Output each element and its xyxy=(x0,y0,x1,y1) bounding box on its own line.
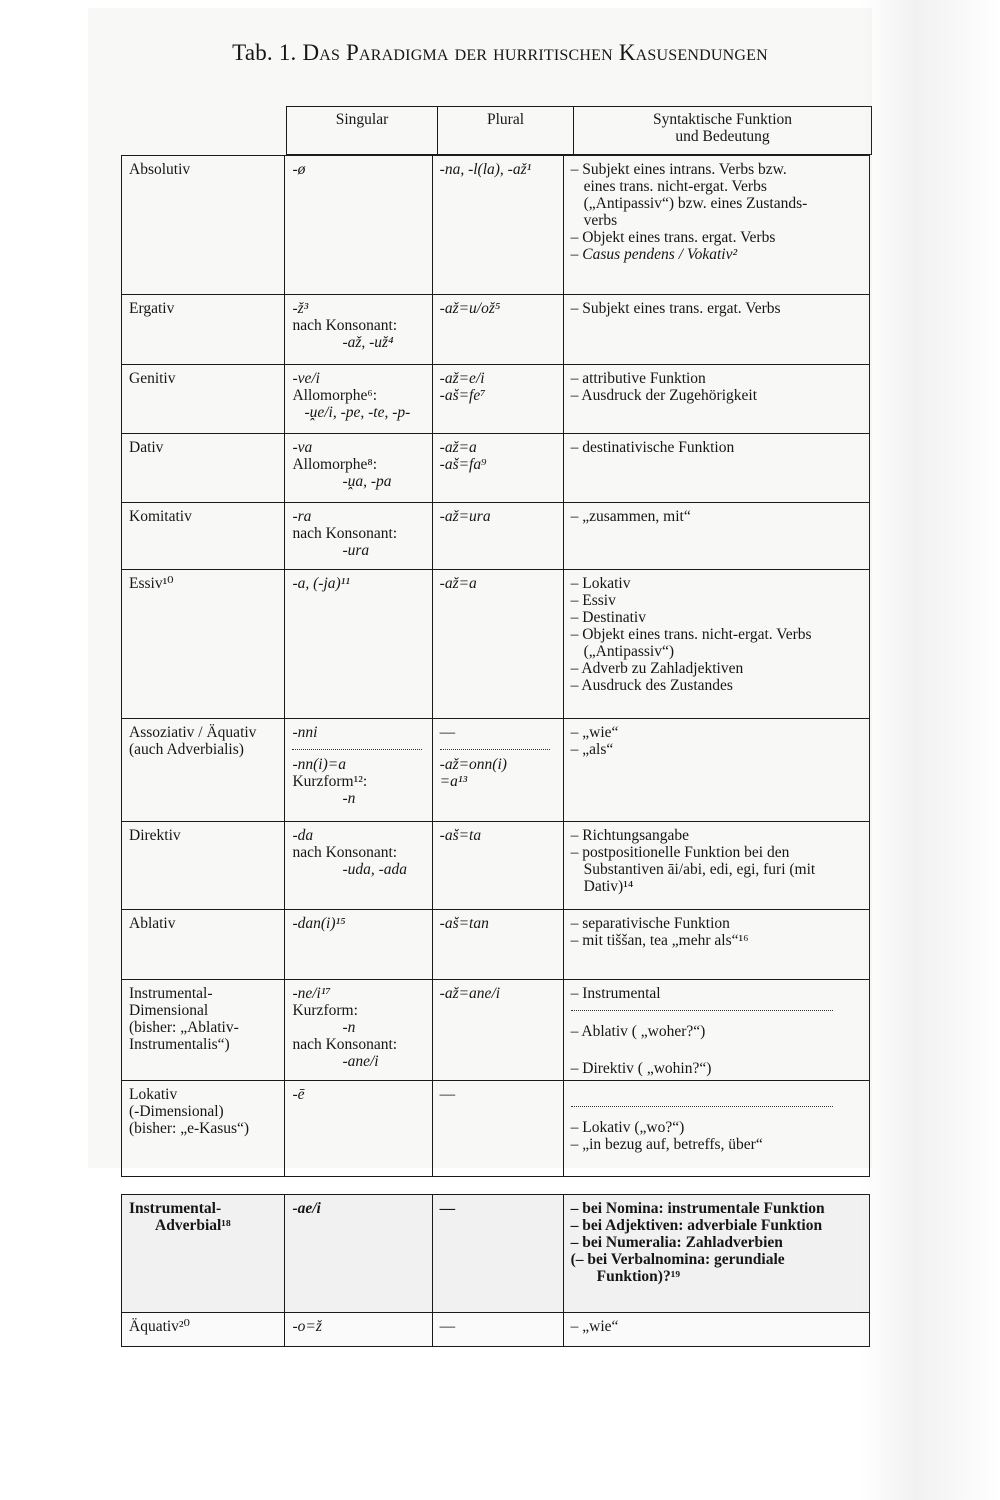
plural-ending: -až=a xyxy=(439,575,477,592)
plural-ending: -aš=fe⁷ xyxy=(439,387,486,404)
header-singular: Singular xyxy=(287,107,438,155)
singular-cell xyxy=(285,365,432,434)
singular-note: nach Konsonant: xyxy=(292,844,398,861)
case-name: (bisher: „Ablativ- xyxy=(129,1019,239,1036)
table-row xyxy=(122,365,870,434)
function-line: – bei Nomina: instrumentale Funktion xyxy=(570,1200,825,1217)
function-cell xyxy=(563,822,869,910)
plural-cell xyxy=(432,1081,563,1177)
singular-note: Kurzform¹²: xyxy=(292,773,368,790)
singular-note: nach Konsonant: xyxy=(292,525,398,542)
header-function-line: Syntaktische Funktion xyxy=(652,111,793,128)
table-title-prefix: Tab. 1. xyxy=(232,40,303,65)
table-title xyxy=(0,40,1000,66)
table-row xyxy=(122,822,870,910)
case-cell xyxy=(122,910,285,980)
header-row xyxy=(287,107,872,155)
table-row xyxy=(122,980,870,1081)
function-line: – Essiv xyxy=(570,592,616,609)
case-name: (-Dimensional) xyxy=(129,1103,224,1120)
plural-ending: -až=ane/i xyxy=(439,985,501,1002)
singular-cell xyxy=(285,434,432,503)
function-cell xyxy=(563,719,869,822)
function-line: – separativische Funktion xyxy=(570,915,730,932)
singular-note: Allomorphe⁶: xyxy=(292,387,378,404)
singular-ending: -ṷe/i, -pe, -te, -p- xyxy=(304,404,411,421)
singular-ending: -ane/i xyxy=(342,1053,379,1070)
case-name: Äquativ²⁰ xyxy=(129,1318,190,1335)
case-cell xyxy=(122,1313,285,1347)
singular-ending: -ne/i¹⁷ xyxy=(292,985,331,1002)
singular-cell xyxy=(285,156,432,295)
function-line: („Antipassiv“) bzw. eines Zustands- xyxy=(583,195,808,212)
function-line: eines trans. nicht-ergat. Verbs xyxy=(583,178,767,195)
table-title-text: Das Paradigma der hurritischen Kasusendungen xyxy=(302,40,768,65)
case-cell xyxy=(122,503,285,570)
table-row xyxy=(122,295,870,365)
plural-cell xyxy=(432,910,563,980)
plural-dash: — xyxy=(439,1200,456,1217)
function-cell xyxy=(563,1313,869,1347)
scan-shadow xyxy=(860,0,1000,1500)
plural-cell xyxy=(432,434,563,503)
function-line: – mit tiššan, tea „mehr als“¹⁶ xyxy=(570,932,749,949)
table-row xyxy=(122,434,870,503)
dotted-separator xyxy=(571,1100,833,1107)
singular-ending: -ø xyxy=(292,161,306,178)
singular-cell xyxy=(285,295,432,365)
case-name: Ablativ xyxy=(129,915,176,932)
singular-ending: -ve/i xyxy=(292,370,320,387)
function-line: – Casus pendens / Vokativ² xyxy=(570,246,738,263)
plural-ending: -na, -l(la), -až¹ xyxy=(439,161,532,178)
singular-note: Allomorphe⁸: xyxy=(292,456,378,473)
case-name: Komitativ xyxy=(129,508,192,525)
function-line: – Lokativ („wo?“) xyxy=(570,1119,685,1136)
function-line: Dativ)¹⁴ xyxy=(583,878,634,895)
plural-ending: -až=u/ož⁵ xyxy=(439,300,501,317)
singular-cell xyxy=(285,980,432,1081)
case-name: Absolutiv xyxy=(129,161,191,178)
case-cell xyxy=(122,719,285,822)
singular-ending: -uda, -ada xyxy=(342,861,408,878)
singular-ending: -dan(i)¹⁵ xyxy=(292,915,346,932)
singular-ending: -ra xyxy=(292,508,312,525)
function-line: – Ausdruck des Zustandes xyxy=(570,677,733,694)
function-line: Substantiven āi/abi, edi, egi, furi (mit xyxy=(583,861,816,878)
plural-dash: — xyxy=(439,1086,456,1103)
singular-ending: -va xyxy=(292,439,313,456)
case-name: Adverbial¹⁸ xyxy=(155,1217,231,1234)
singular-ending: -nni xyxy=(292,724,318,741)
plural-cell xyxy=(432,822,563,910)
function-line: – Ablativ ( „woher?“) xyxy=(570,1023,706,1040)
case-name: Essiv¹⁰ xyxy=(129,575,174,592)
table-row xyxy=(122,570,870,719)
case-name: Instrumental- xyxy=(129,1200,222,1217)
function-line: – „als“ xyxy=(570,741,614,758)
case-name: Dativ xyxy=(129,439,164,456)
singular-cell xyxy=(285,1313,432,1347)
dotted-separator xyxy=(292,743,422,750)
supplementary-case-table xyxy=(121,1194,870,1347)
function-cell xyxy=(563,156,869,295)
function-line: – destinativische Funktion xyxy=(570,439,735,456)
header-function-line: und Bedeutung xyxy=(675,128,770,145)
function-line: – Objekt eines trans. ergat. Verbs xyxy=(570,229,776,246)
function-line: – „wie“ xyxy=(570,1318,619,1335)
plural-cell xyxy=(432,1313,563,1347)
plural-cell xyxy=(432,365,563,434)
function-cell xyxy=(563,570,869,719)
function-line: („Antipassiv“) xyxy=(583,643,675,660)
function-cell xyxy=(563,295,869,365)
function-cell xyxy=(563,365,869,434)
case-table xyxy=(121,155,870,1177)
plural-dash: — xyxy=(439,1318,456,1335)
singular-cell xyxy=(285,719,432,822)
case-cell xyxy=(122,570,285,719)
singular-cell xyxy=(285,503,432,570)
singular-ending: -nn(i)=a xyxy=(292,756,346,773)
singular-ending: -n xyxy=(342,790,356,807)
dotted-separator xyxy=(440,743,550,750)
case-cell xyxy=(122,1081,285,1177)
table-row xyxy=(122,719,870,822)
plural-cell xyxy=(432,980,563,1081)
singular-cell xyxy=(285,1081,432,1177)
singular-note: Kurzform: xyxy=(292,1002,358,1019)
singular-note: nach Konsonant: xyxy=(292,1036,398,1053)
function-cell xyxy=(563,1195,869,1313)
case-name: Assoziativ / Äquativ xyxy=(129,724,257,741)
function-line: – Ausdruck der Zugehörigkeit xyxy=(570,387,758,404)
plural-ending: -aš=fa⁹ xyxy=(439,456,487,473)
plural-dash: — xyxy=(439,724,456,741)
case-name: Ergativ xyxy=(129,300,175,317)
plural-ending: =a¹³ xyxy=(439,773,468,790)
plural-ending: -až=a xyxy=(439,439,477,456)
singular-ending: -o=ž xyxy=(292,1318,322,1335)
function-cell xyxy=(563,434,869,503)
singular-ending: -ura xyxy=(342,542,370,559)
function-line: – bei Adjektiven: adverbiale Funktion xyxy=(570,1217,823,1234)
table-row xyxy=(122,503,870,570)
function-line: – attributive Funktion xyxy=(570,370,706,387)
singular-note: nach Konsonant: xyxy=(292,317,398,334)
case-name: Dimensional xyxy=(129,1002,209,1019)
singular-ending: -n xyxy=(342,1019,356,1036)
singular-ending: -ē xyxy=(292,1086,305,1103)
singular-ending: -ž³ xyxy=(292,300,309,317)
case-name: (auch Adverbialis) xyxy=(129,741,244,758)
case-cell xyxy=(122,822,285,910)
table-row xyxy=(122,156,870,295)
function-line: – „in bezug auf, betreffs, über“ xyxy=(570,1136,763,1153)
function-line: Funktion)?¹⁹ xyxy=(596,1268,680,1285)
function-line: – Richtungsangabe xyxy=(570,827,690,844)
case-name: Instrumental- xyxy=(129,985,213,1002)
dotted-separator xyxy=(571,1004,833,1011)
plural-cell xyxy=(432,295,563,365)
singular-ending: -da xyxy=(292,827,314,844)
singular-cell xyxy=(285,822,432,910)
header-function xyxy=(574,107,872,155)
function-cell xyxy=(563,980,869,1081)
case-cell xyxy=(122,365,285,434)
function-line: – Direktiv ( „wohin?“) xyxy=(570,1060,712,1077)
table-row xyxy=(122,1195,870,1313)
singular-ending: -ae/i xyxy=(292,1200,321,1217)
singular-cell xyxy=(285,910,432,980)
function-line: – Subjekt eines trans. ergat. Verbs xyxy=(570,300,781,317)
table-row xyxy=(122,1081,870,1177)
case-name: (bisher: „e-Kasus“) xyxy=(129,1120,250,1137)
function-line: – Instrumental xyxy=(570,985,661,1002)
plural-ending: -až=onn(i) xyxy=(439,756,507,773)
case-name: Lokativ xyxy=(129,1086,178,1103)
case-name: Instrumentalis“) xyxy=(129,1036,230,1053)
function-line: – Adverb zu Zahladjektiven xyxy=(570,660,744,677)
plural-cell xyxy=(432,503,563,570)
function-line: (– bei Verbalnomina: gerundiale xyxy=(570,1251,785,1268)
singular-ending: -až, -už⁴ xyxy=(342,334,394,351)
plural-ending: -až=ura xyxy=(439,508,491,525)
plural-ending: -aš=tan xyxy=(439,915,489,932)
case-cell xyxy=(122,156,285,295)
function-line: – postpositionelle Funktion bei den xyxy=(570,844,790,861)
plural-cell xyxy=(432,719,563,822)
singular-ending: -a, (-ja)¹¹ xyxy=(292,575,350,592)
case-cell xyxy=(122,1195,285,1313)
function-line: – Lokativ xyxy=(570,575,631,592)
header-table xyxy=(286,106,872,155)
function-line: – „wie“ xyxy=(570,724,619,741)
table-row xyxy=(122,1313,870,1347)
plural-cell xyxy=(432,156,563,295)
singular-cell xyxy=(285,1195,432,1313)
singular-ending: -ṷa, -pa xyxy=(342,473,392,490)
function-line: – Objekt eines trans. nicht-ergat. Verbs xyxy=(570,626,812,643)
singular-cell xyxy=(285,570,432,719)
case-cell xyxy=(122,295,285,365)
plural-ending: -aš=ta xyxy=(439,827,482,844)
case-cell xyxy=(122,434,285,503)
table-row xyxy=(122,910,870,980)
function-line: – „zusammen, mit“ xyxy=(570,508,691,525)
plural-cell xyxy=(432,570,563,719)
function-line: – bei Numeralia: Zahladverbien xyxy=(570,1234,783,1251)
function-cell xyxy=(563,503,869,570)
function-line: – Destinativ xyxy=(570,609,646,626)
plural-ending: -až=e/i xyxy=(439,370,485,387)
function-line: verbs xyxy=(583,212,618,229)
case-name: Genitiv xyxy=(129,370,176,387)
header-plural: Plural xyxy=(438,107,574,155)
plural-cell xyxy=(432,1195,563,1313)
case-cell xyxy=(122,980,285,1081)
function-line: – Subjekt eines intrans. Verbs bzw. xyxy=(570,161,787,178)
function-cell xyxy=(563,1081,869,1177)
case-name: Direktiv xyxy=(129,827,181,844)
function-cell xyxy=(563,910,869,980)
